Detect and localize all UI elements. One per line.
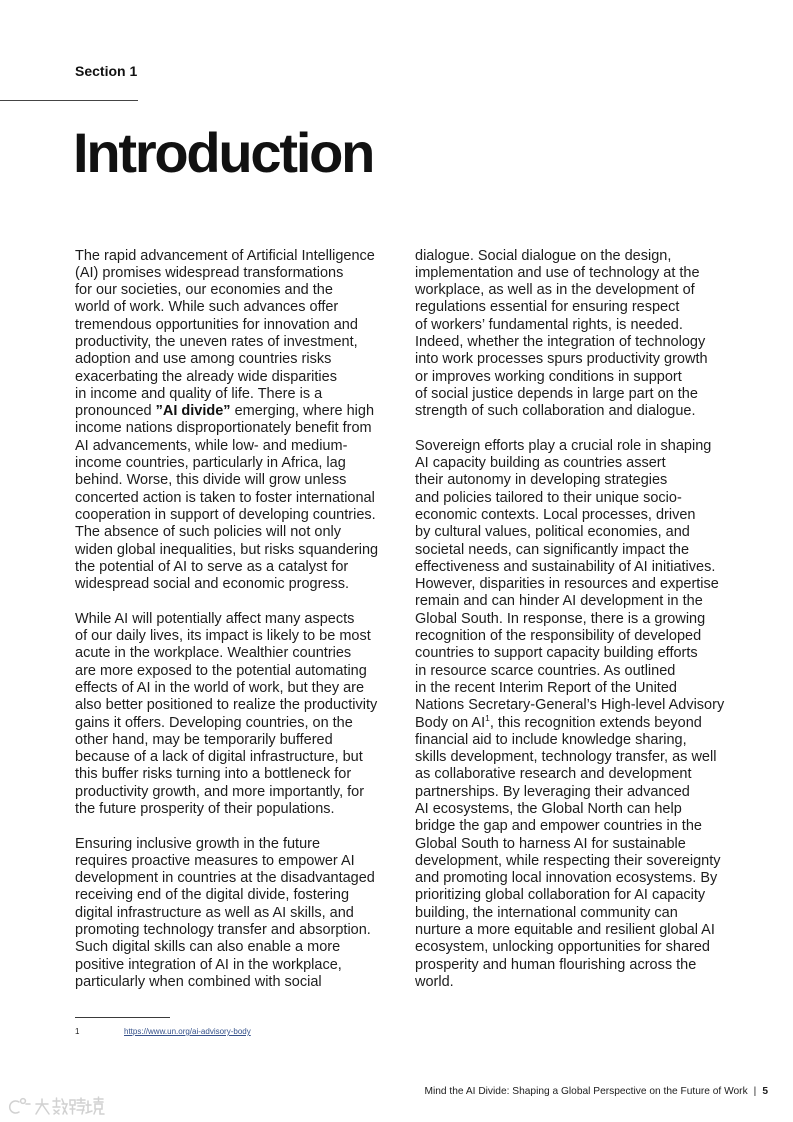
text-line: building, the international community can xyxy=(415,904,678,921)
page-footer xyxy=(425,1085,768,1099)
text-line: in resource scarce countries. As outlined xyxy=(415,662,676,679)
text-line: Ensuring inclusive growth in the future xyxy=(75,835,321,852)
text-line: (AI) promises widespread transformations xyxy=(75,264,344,281)
text-line: by cultural values, political economies, and xyxy=(415,524,690,541)
section-divider xyxy=(0,100,138,101)
section-label: Section 1 xyxy=(75,63,138,79)
text-line: as collaborative research and development xyxy=(415,766,692,783)
right-text-column xyxy=(415,248,735,992)
text-line: world. xyxy=(415,973,454,990)
footnote-number: 1 xyxy=(75,1027,80,1036)
text-line: prioritizing global collaboration for AI capacity xyxy=(415,887,706,904)
text-line: acute in the workplace. Wealthier countries xyxy=(75,645,352,662)
text-line: strength of such collaboration and dialogue. xyxy=(415,403,696,420)
text-line xyxy=(75,403,395,420)
footnote-divider xyxy=(75,1017,170,1018)
text-line: this buffer risks turning into a bottleneck for xyxy=(75,766,352,783)
text-line: implementation and use of technology at the xyxy=(415,264,700,281)
text-line: countries to support capacity building efforts xyxy=(415,645,698,662)
text-line: dialogue. Social dialogue on the design, xyxy=(415,247,672,264)
text-line: The rapid advancement of Artificial Intelligence xyxy=(75,247,375,264)
paragraph xyxy=(75,611,395,819)
text-line: Such digital skills can also enable a more xyxy=(75,939,341,956)
text-line: the potential of AI to serve as a catalyst for xyxy=(75,558,349,575)
text-line xyxy=(415,712,735,732)
text-line: concerted action is taken to foster international xyxy=(75,489,375,506)
text-line: effectiveness and sustainability of AI initiatives. xyxy=(415,558,716,575)
text-line: in the recent Interim Report of the United xyxy=(415,679,677,696)
text-line: of social justice depends in large part on the xyxy=(415,385,698,402)
text-line: effects of AI in the world of work, but they are xyxy=(75,679,365,696)
text-line: also better positioned to realize the productivity xyxy=(75,697,378,714)
text-segment: , this recognition extends beyond xyxy=(489,714,702,731)
text-line: receiving end of the digital divide, fostering xyxy=(75,887,350,904)
text-line: digital infrastructure as well as AI skills, and xyxy=(75,904,354,921)
footnote-link[interactable]: https://www.un.org/ai-advisory-body xyxy=(124,1027,251,1036)
text-line: their autonomy in developing strategies xyxy=(415,472,668,489)
text-line: Global South to harness AI for sustainable xyxy=(415,835,686,852)
text-line: in income and quality of life. There is a xyxy=(75,385,323,402)
text-line: or improves working conditions in support xyxy=(415,368,682,385)
text-line: remain and can hinder AI development in the xyxy=(415,593,703,610)
text-line: AI capacity building as countries assert xyxy=(415,455,666,472)
text-line: particularly when combined with social xyxy=(75,973,322,990)
text-line: world of work. While such advances offer xyxy=(75,299,339,316)
text-line: societal needs, can significantly impact the xyxy=(415,541,690,558)
text-line: bridge the gap and empower countries in the xyxy=(415,818,702,835)
text-line: development in countries at the disadvantaged xyxy=(75,870,375,887)
text-line: adoption and use among countries risks xyxy=(75,351,332,368)
text-line: income nations disproportionately benefit from xyxy=(75,420,372,437)
text-line: exacerbating the already wide disparities xyxy=(75,368,337,385)
text-line: tremendous opportunities for innovation and xyxy=(75,316,358,333)
text-line: and promoting local innovation ecosystems. By xyxy=(415,870,718,887)
paragraph xyxy=(415,248,735,421)
text-line: productivity, the uneven rates of investment, xyxy=(75,333,358,350)
text-line: The absence of such policies will not only xyxy=(75,524,341,541)
page-title: Introduction xyxy=(73,121,374,184)
text-line: financial aid to include knowledge sharing, xyxy=(415,731,687,748)
text-line: and policies tailored to their unique socio- xyxy=(415,489,682,506)
text-line: Indeed, whether the integration of technology xyxy=(415,333,706,350)
text-line: are more exposed to the potential automating xyxy=(75,662,367,679)
text-line: promoting technology transfer and absorption. xyxy=(75,922,371,939)
text-line: into work processes spurs productivity growth xyxy=(415,351,708,368)
text-line: regulations essential for ensuring respect xyxy=(415,299,680,316)
text-line: AI advancements, while low- and medium- xyxy=(75,437,348,454)
text-line: Global South. In response, there is a growing xyxy=(415,610,706,627)
page-number: 5 xyxy=(762,1086,768,1097)
text-line: behind. Worse, this divide will grow unless xyxy=(75,472,347,489)
text-line: other hand, may be temporarily buffered xyxy=(75,731,333,748)
paragraph xyxy=(75,836,395,992)
text-line: widen global inequalities, but risks squandering xyxy=(75,541,379,558)
text-line: economic contexts. Local processes, driven xyxy=(415,506,696,523)
footer-document-title: Mind the AI Divide: Shaping a Global Perspective on the Future of Work xyxy=(424,1086,748,1097)
text-segment: pronounced xyxy=(75,403,156,420)
text-line: gains it offers. Developing countries, on the xyxy=(75,714,353,731)
text-line: requires proactive measures to empower AI xyxy=(75,852,355,869)
text-line: for our societies, our economies and the xyxy=(75,282,333,299)
text-line: While AI will potentially affect many aspects xyxy=(75,610,355,627)
text-line: skills development, technology transfer, as well xyxy=(415,749,717,766)
watermark-logo xyxy=(6,1095,106,1117)
text-line: positive integration of AI in the workplace, xyxy=(75,956,342,973)
text-line: because of a lack of digital infrastructure, but xyxy=(75,749,363,766)
text-line: productivity growth, and more importantly, for xyxy=(75,783,365,800)
left-text-column xyxy=(75,248,395,992)
text-line: partnerships. By leveraging their advanced xyxy=(415,783,690,800)
text-line: workplace, as well as in the development of xyxy=(415,282,695,299)
text-segment: Body on AI xyxy=(415,714,486,731)
text-segment: emerging, where high xyxy=(230,403,375,420)
text-line: prosperity and human flourishing across the xyxy=(415,956,697,973)
text-line: However, disparities in resources and expertise xyxy=(415,576,719,593)
text-line: the future prosperity of their populations. xyxy=(75,801,335,817)
text-line: Nations Secretary-General’s High-level Advisory xyxy=(415,697,725,714)
emphasis-text: ”AI divide” xyxy=(155,403,231,420)
text-line: ecosystem, unlocking opportunities for shared xyxy=(415,939,710,956)
text-line: AI ecosystems, the Global North can help xyxy=(415,801,682,817)
text-line: recognition of the responsibility of developed xyxy=(415,628,702,645)
paragraph xyxy=(415,438,735,992)
text-line: widespread social and economic progress. xyxy=(75,576,350,593)
text-line: cooperation in support of developing countries. xyxy=(75,506,376,523)
text-line: nurture a more equitable and resilient global AI xyxy=(415,922,715,939)
text-line: income countries, particularly in Africa, lag xyxy=(75,455,346,472)
text-line: of our daily lives, its impact is likely to be most xyxy=(75,628,371,645)
footer-separator: | xyxy=(753,1086,757,1097)
footnote-reference: 1 xyxy=(485,712,490,723)
text-line: Sovereign efforts play a crucial role in shaping xyxy=(415,437,712,454)
paragraph xyxy=(75,248,395,594)
text-line: of workers’ fundamental rights, is needed. xyxy=(415,316,683,333)
text-line: development, while respecting their sovereignty xyxy=(415,852,721,869)
